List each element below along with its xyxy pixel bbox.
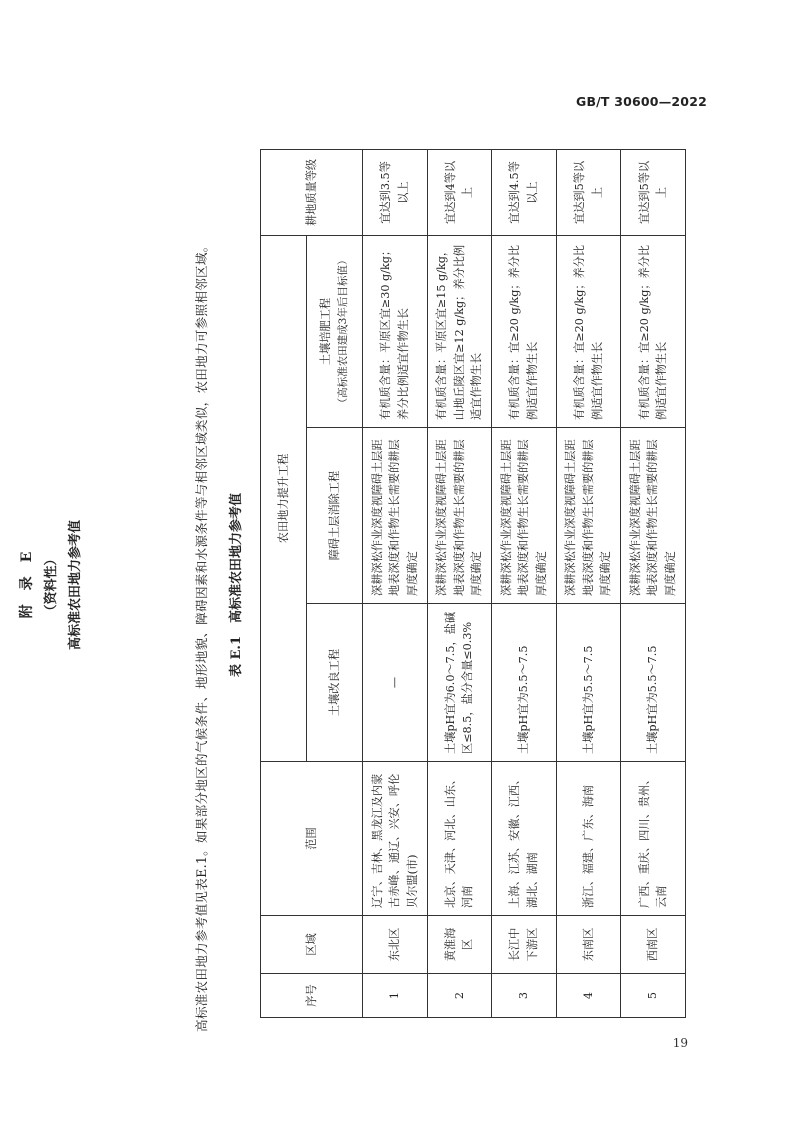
header-fertility <box>307 235 363 427</box>
cell-soil-improvement: 土壤pH宜为6.0～7.5，盐碱区≤8.5，盐分含量≤0.3% <box>427 604 492 762</box>
cell-barrier-removal: 深耕深松作业深度视障碍土层距地表深度和作物生长需要的耕层厚度确定 <box>621 428 686 604</box>
cell-grade: 宜达到4.5等以上 <box>492 149 557 235</box>
cell-no: 4 <box>556 974 621 1018</box>
header-grade: 耕地质量等级 <box>261 149 363 235</box>
header-barrier-removal: 障碍土层消除工程 <box>307 428 363 604</box>
annex-nature: （资料性） <box>44 552 59 618</box>
table-caption: 表 E.1 高标准农田地力参考值 <box>229 493 244 678</box>
cell-grade: 宜达到3.5等以上 <box>363 149 428 235</box>
table-row <box>427 149 492 1017</box>
cell-scope: 辽宁、吉林、黑龙江及内蒙古赤峰、通辽、兴安、呼伦贝尔盟(市) <box>363 762 428 916</box>
page-number: 19 <box>672 1036 688 1050</box>
header-group: 农田地力提升工程 <box>261 235 307 761</box>
cell-soil-improvement: 土壤pH宜为5.5～7.5 <box>556 604 621 762</box>
cell-fertility: 有机质含量：平原区宜≥15 g/kg，山地丘陵区宜≥12 g/kg；养分比例适宜作物生长 <box>427 235 492 427</box>
cell-grade: 宜达到4等以上 <box>427 149 492 235</box>
cell-fertility: 有机质含量：宜≥20 g/kg；养分比例适宜作物生长 <box>492 235 557 427</box>
cell-barrier-removal: 深耕深松作业深度视障碍土层距地表深度和作物生长需要的耕层厚度确定 <box>492 428 557 604</box>
cell-no: 1 <box>363 974 428 1018</box>
cell-barrier-removal: 深耕深松作业深度视障碍土层距地表深度和作物生长需要的耕层厚度确定 <box>363 428 428 604</box>
cell-barrier-removal: 深耕深松作业深度视障碍土层距地表深度和作物生长需要的耕层厚度确定 <box>427 428 492 604</box>
cell-region: 东北区 <box>363 916 428 974</box>
cell-no: 5 <box>621 974 686 1018</box>
cell-barrier-removal: 深耕深松作业深度视障碍土层距地表深度和作物生长需要的耕层厚度确定 <box>556 428 621 604</box>
cell-soil-improvement: 土壤pH宜为5.5～7.5 <box>621 604 686 762</box>
header-region: 区域 <box>261 916 363 974</box>
cell-scope: 上海、江苏、安徽、江西、湖北、湖南 <box>492 762 557 916</box>
cell-soil-improvement: — <box>363 604 428 762</box>
cell-scope: 浙江、福建、广东、海南 <box>556 762 621 916</box>
cell-region: 东南区 <box>556 916 621 974</box>
standard-code: GB/T 30600—2022 <box>575 94 707 109</box>
cell-scope: 广西、重庆、四川、贵州、云南 <box>621 762 686 916</box>
table-row <box>621 149 686 1017</box>
cell-grade: 宜达到5等以上 <box>556 149 621 235</box>
annex-intro: 高标准农田地力参考值见表E.1。如果部分地区的气候条件、地形地貌、障碍因素和水源条件等与相邻区域类似，农田地力可参照相邻区域。 <box>194 239 209 1032</box>
header-no: 序号 <box>261 974 363 1018</box>
header-fertility-sub: （高标准农田建成3年后目标值） <box>336 254 349 409</box>
cell-soil-improvement: 土壤pH宜为5.5～7.5 <box>492 604 557 762</box>
cell-fertility: 有机质含量：宜≥20 g/kg；养分比例适宜作物生长 <box>621 235 686 427</box>
header-scope: 范围 <box>261 762 363 916</box>
annex-subtitle: 高标准农田地力参考值 <box>68 520 83 651</box>
cell-fertility: 有机质含量：平原区宜≥30 g/kg；养分比例适宜作物生长 <box>363 235 428 427</box>
rotated-content <box>19 138 688 1032</box>
cell-fertility: 有机质含量：宜≥20 g/kg；养分比例适宜作物生长 <box>556 235 621 427</box>
cell-region: 长江中下游区 <box>492 916 557 974</box>
cell-region: 黄淮海区 <box>427 916 492 974</box>
cell-grade: 宜达到5等以上 <box>621 149 686 235</box>
reference-table <box>260 149 686 1018</box>
cell-region: 西南区 <box>621 916 686 974</box>
cell-scope: 北京、天津、河北、山东、河南 <box>427 762 492 916</box>
header-soil-improvement: 土壤改良工程 <box>307 604 363 762</box>
header-fertility-title: 土壤培肥工程 <box>319 297 332 366</box>
cell-no: 3 <box>492 974 557 1018</box>
cell-no: 2 <box>427 974 492 1018</box>
table-row <box>492 149 557 1017</box>
table-row <box>363 149 428 1017</box>
table-row <box>556 149 621 1017</box>
annex-title: 附 录 E <box>19 551 35 619</box>
